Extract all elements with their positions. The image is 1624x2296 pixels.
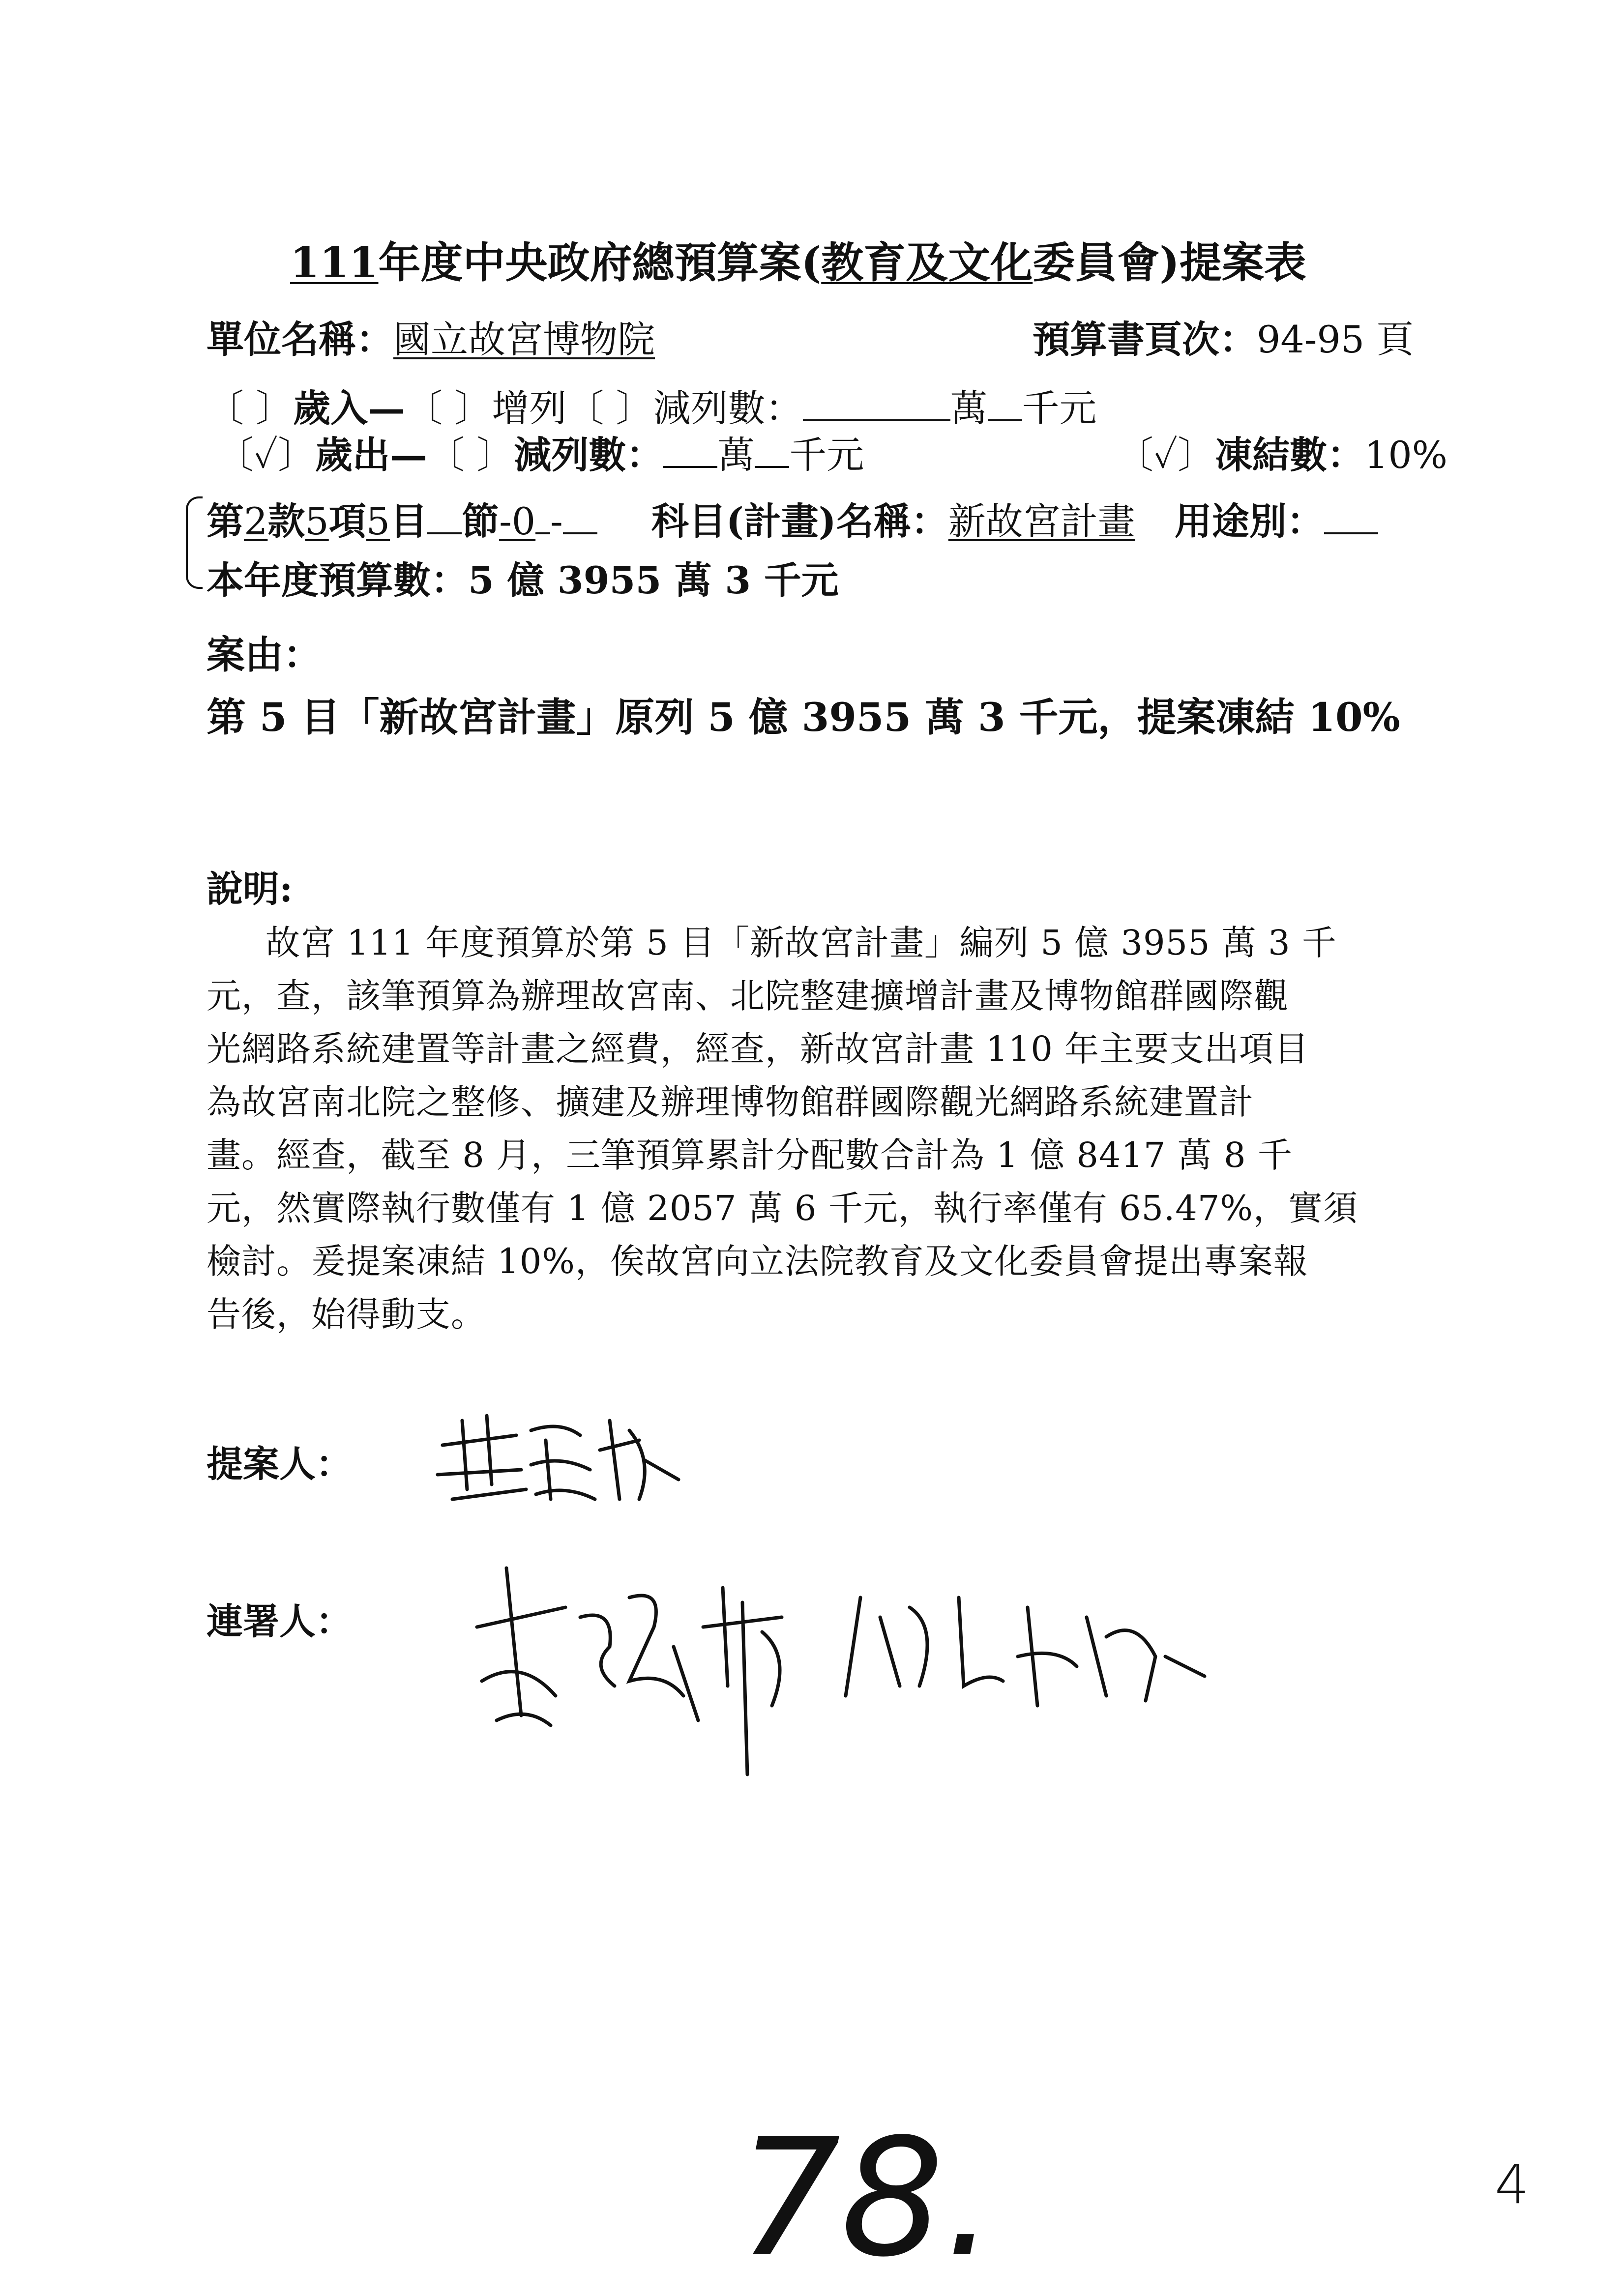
explanation-line: 畫。經查，截至 8 月，三筆預算累計分配數合計為 1 億 8417 萬 8 千 [207, 1135, 1293, 1175]
unit-name: 單位名稱：國立故宮博物院 [207, 318, 655, 361]
freeze-checkbox: 〔✓〕 [1116, 433, 1215, 477]
document-title: 111年度中央政府總預算案(教育及文化委員會)提案表 [290, 238, 1306, 288]
blank-line [427, 503, 462, 534]
blank-line [803, 390, 950, 421]
sheet-number: 4 [1495, 2153, 1529, 2216]
blank-line [755, 436, 789, 468]
proposer-label: 提案人： [207, 1443, 352, 1485]
reason-label: 案由： [207, 633, 322, 677]
budget-book-page: 預算書頁次：94-95 頁 [1033, 318, 1414, 361]
item-row: 第2款5項5目 節-0 - 科目(計畫)名稱：新故宮計畫 用途別： [207, 492, 1378, 545]
expenditure-row: 〔✓〕歲出—〔 〕減列數： 萬 千元 [216, 433, 864, 477]
proposer-signature [433, 1401, 688, 1509]
explanation-line: 故宮 111 年度預算於第 5 目「新故宮計畫」編列 5 億 3955 萬 3 千 [266, 923, 1337, 963]
cosigner-label: 連署人： [207, 1600, 352, 1643]
annual-budget: 本年度預算數：5 億 3955 萬 3 千元 [207, 558, 839, 602]
reason-text: 第 5 目「新故宮計畫」原列 5 億 3955 萬 3 千元，提案凍結 10% [207, 694, 1400, 740]
blank-line [535, 503, 550, 534]
blank-line [1324, 503, 1378, 534]
explanation-line: 檢討。爰提案凍結 10%，俟故宮向立法院教育及文化委員會提出專案報 [207, 1241, 1308, 1281]
revenue-row: 〔 〕歲入—〔 〕增列〔 〕減列數： 萬 千元 [207, 386, 1097, 430]
revenue-checkbox: 〔 〕 [207, 386, 294, 430]
blank-line [563, 503, 597, 534]
explanation-line: 告後，始得動支。 [207, 1294, 486, 1335]
expenditure-checkbox: 〔✓〕 [216, 433, 316, 477]
handwritten-page-number: 78. [738, 2104, 996, 2293]
cosigner-signatures [467, 1558, 1303, 1784]
bracket-mark [186, 496, 203, 589]
explanation-line: 光網路系統建置等計畫之經費，經查，新故宮計畫 110 年主要支出項目 [207, 1029, 1309, 1069]
explanation-label: 說明: [207, 868, 293, 910]
blank-line [988, 390, 1022, 421]
blank-line [663, 436, 717, 468]
freeze-amount: 〔✓〕凍結數：10% [1116, 433, 1447, 477]
explanation-line: 元，查，該筆預算為辦理故宮南、北院整建擴增計畫及博物館群國際觀 [207, 976, 1289, 1016]
explanation-line: 元，然實際執行數僅有 1 億 2057 萬 6 千元，執行率僅有 65.47%，實須 [207, 1188, 1358, 1228]
explanation-line: 為故宮南北院之整修、擴建及辦理博物館群國際觀光網路系統建置計 [207, 1082, 1254, 1122]
